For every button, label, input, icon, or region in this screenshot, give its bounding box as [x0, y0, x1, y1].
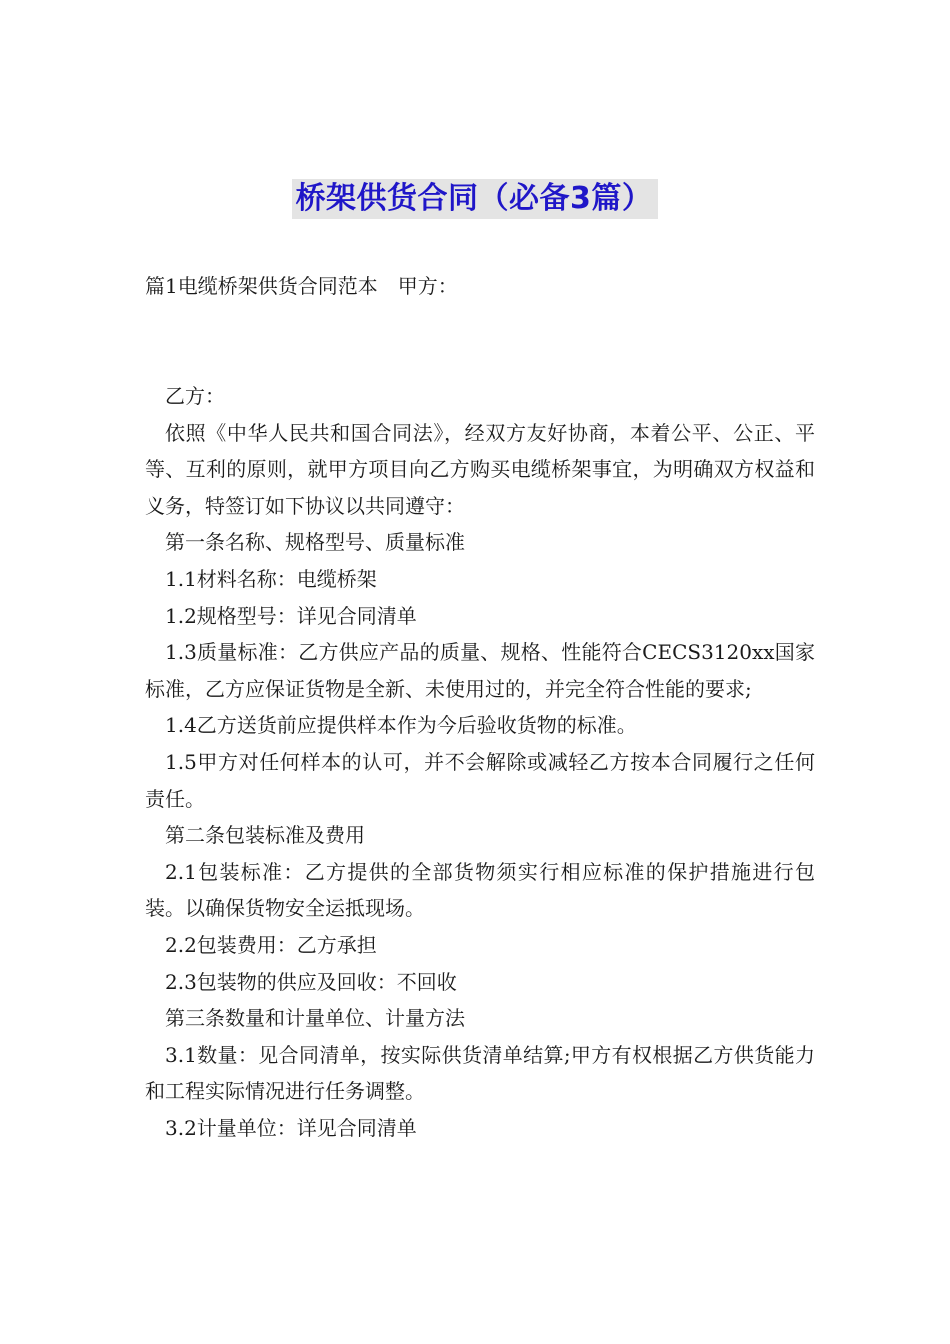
paragraph-party-b: 乙方：	[165, 384, 225, 408]
paragraph-article-1: 第一条名称、规格型号、质量标准	[165, 530, 465, 555]
paragraph-3-1: 3.1数量：见合同清单，按实际供货清单结算;甲方有权根据乙方供货能力和工程实际情况进行任务调整。	[145, 1042, 815, 1104]
paragraph-article-3: 第三条数量和计量单位、计量方法	[165, 1006, 465, 1031]
title-container	[0, 179, 950, 219]
paragraph-article-2: 第二条包装标准及费用	[165, 823, 365, 848]
paragraph-1-2: 1.2规格型号：详见合同清单	[165, 603, 417, 628]
document-title: 桥架供货合同（必备3篇）	[292, 179, 659, 219]
paragraph-3-2: 3.2计量单位：详见合同清单	[165, 1115, 417, 1140]
paragraph-1-1: 1.1材料名称：电缆桥架	[165, 566, 377, 591]
paragraph-1-4: 1.4乙方送货前应提供样本作为今后验收货物的标准。	[165, 713, 637, 738]
paragraph-1-5: 1.5甲方对任何样本的认可，并不会解除或减轻乙方按本合同履行之任何责任。	[145, 749, 815, 811]
paragraph-preamble: 依照《中华人民共和国合同法》，经双方友好协商，本着公平、公正、平等、互利的原则，就甲方项目向乙方购买电缆桥架事宜，为明确双方权益和义务，特签订如下协议以共同遵守：	[145, 420, 815, 518]
document-body	[145, 378, 815, 1146]
paragraph-2-1: 2.1包装标准：乙方提供的全部货物须实行相应标准的保护措施进行包装。以确保货物安全运抵现场。	[145, 859, 815, 921]
paragraph-2-3: 2.3包装物的供应及回收：不回收	[165, 969, 457, 994]
paragraph-2-2: 2.2包装费用：乙方承担	[165, 932, 377, 957]
section-heading: 篇1电缆桥架供货合同范本 甲方：	[145, 274, 458, 298]
paragraph-1-3: 1.3质量标准：乙方供应产品的质量、规格、性能符合CECS3120xx国家标准，乙方应保证货物是全新、未使用过的，并完全符合性能的要求;	[145, 640, 815, 701]
